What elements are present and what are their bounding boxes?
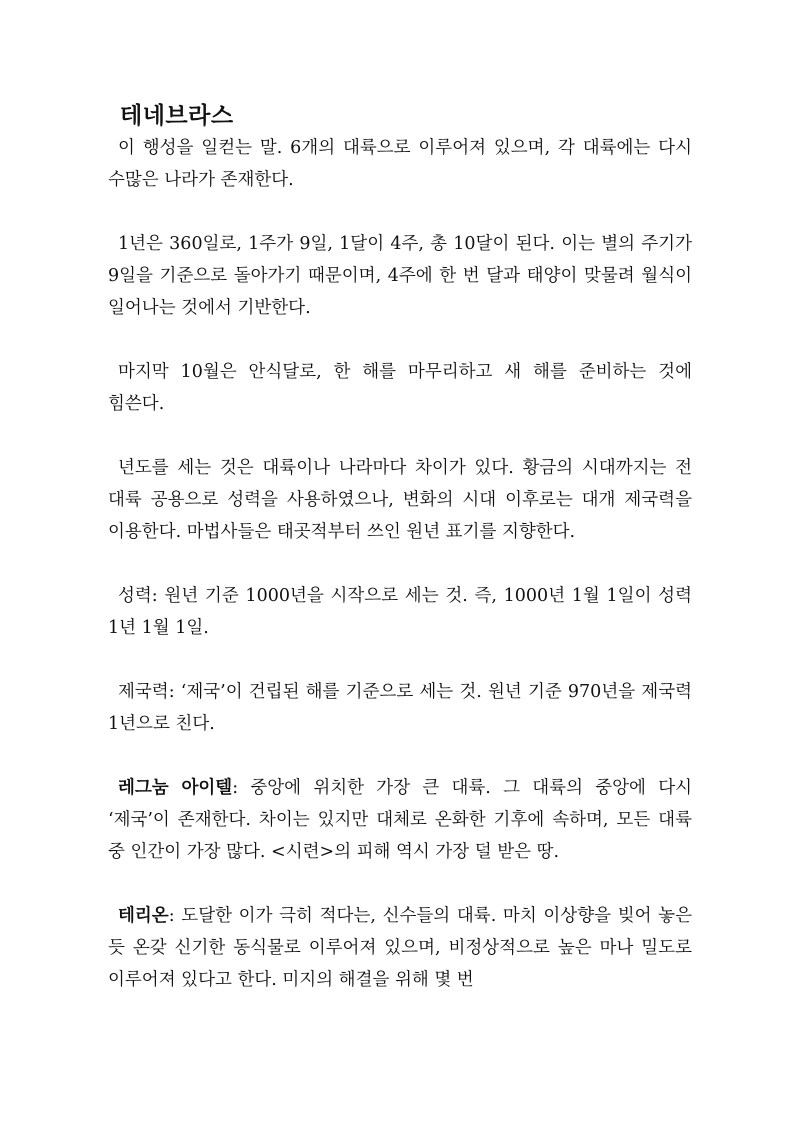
paragraph-calendar: 1년은 360일로, 1주가 9일, 1달이 4주, 총 10달이 된다. 이는 별의 주기가 9일을 기준으로 돌아가기 때문이며, 4주에 한 번 달과 태양이 맞물려 월식이 일어나는 것에서 기반한다.: [108, 234, 692, 318]
document-page: [108, 100, 692, 996]
paragraph-holy-calendar: 성력: 원년 기준 1000년을 시작으로 세는 것. 즉, 1000년 1월 1일이 성력 1년 1월 1일.: [108, 586, 692, 638]
paragraph-rest-month: 마지막 10월은 안식달로, 한 해를 마무리하고 새 해를 준비하는 것에 힘쓴다.: [108, 362, 692, 414]
paragraph-gap: [108, 740, 692, 772]
document-title: 테네브라스: [120, 103, 234, 129]
paragraph-gap: [108, 548, 692, 580]
paragraph-gap: [108, 196, 692, 228]
paragraph-gap: [108, 868, 692, 900]
paragraph-gap: [108, 420, 692, 452]
continent-name-regnum: 레그눔 아이텔: [118, 778, 233, 798]
paragraph-continent-terion: [108, 900, 692, 996]
paragraph-planet-intro: 이 행성을 일컫는 말. 6개의 대륙으로 이루어져 있으며, 각 대륙에는 다시 수많은 나라가 존재한다.: [108, 138, 692, 190]
paragraph-imperial-calendar: 제국력: ‘제국’이 건립된 해를 기준으로 세는 것. 원년 기준 970년을 제국력 1년으로 친다.: [108, 682, 692, 734]
paragraph-year-counting: 년도를 세는 것은 대륙이나 나라마다 차이가 있다. 황금의 시대까지는 전 대륙 공용으로 성력을 사용하였으나, 변화의 시대 이후로는 대개 제국력을 이용한다. 마법사들은 태곳적부터 쓰인 원년 표기를 지향한다.: [108, 458, 692, 542]
continent-desc-terion: : 도달한 이가 극히 적다는, 신수들의 대륙. 마치 이상향을 빚어 놓은 듯 온갖 신기한 동식물로 이루어져 있으며, 비정상적으로 높은 마나 밀도로 이루어져 있다고 한다. 미지의 해결을 위해 몇 번: [108, 906, 692, 990]
continent-desc-regnum: : 중앙에 위치한 가장 큰 대륙. 그 대륙의 중앙에 다시 ‘제국’이 존재한다. 차이는 있지만 대체로 온화한 기후에 속하며, 모든 대륙 중 인간이 가장 많다. <시련>의 피해 역시 가장 덜 받은 땅.: [108, 778, 693, 862]
paragraph-gap: [108, 324, 692, 356]
paragraph-gap: [108, 644, 692, 676]
paragraph-continent-regnum: [108, 772, 692, 868]
continent-name-terion: 테리온: [118, 906, 169, 926]
